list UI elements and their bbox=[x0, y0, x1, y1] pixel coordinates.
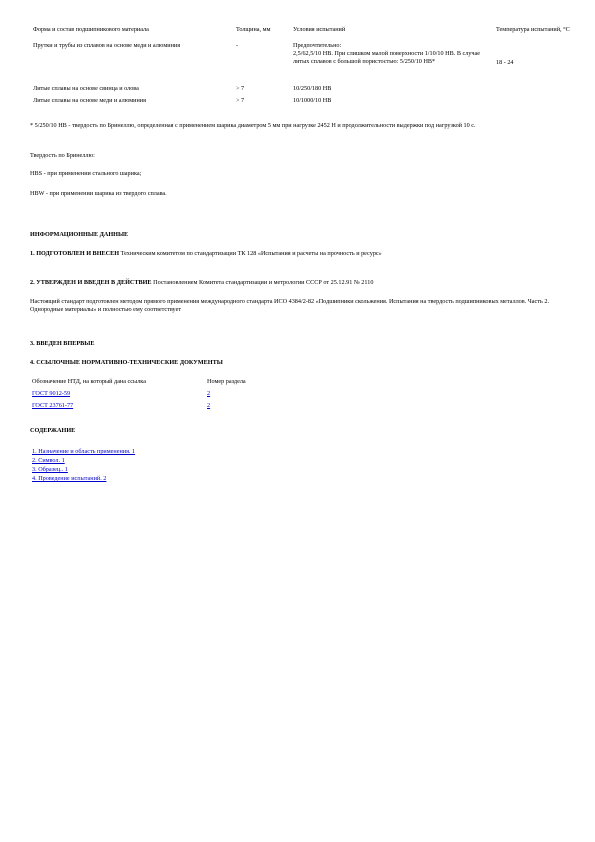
cell-form: Литые сплавы на основе свинца и олова bbox=[31, 85, 234, 97]
cell-form: Литые сплавы на основе меди и алюминия bbox=[31, 97, 234, 109]
table-row bbox=[31, 85, 575, 97]
cell-thickness: - bbox=[234, 42, 291, 85]
cell-temperature: 18 - 24 bbox=[494, 42, 575, 85]
footnote: * 5/250/10 HB - твердость по Бринеллю, определенная с применением шарика диаметром 5 мм при нагрузке 2452 Н и продолжительности выдержки под нагрузкой 10 с. bbox=[30, 122, 476, 129]
ref-section-link[interactable]: 2 bbox=[207, 390, 211, 397]
hardness-test-table bbox=[30, 18, 575, 109]
toc-item-3[interactable]: 3. Образец.. 1 bbox=[32, 466, 68, 473]
standard-statement: Настоящий стандарт подготовлен методом прямого применения международного стандарта ИСО 4384/2-82 «Подшипники скольжения. Испытания на твердость подшипниковых металлов. Часть 2. Однородные материалы» и полностью ему соответствует bbox=[30, 298, 549, 313]
cell-conditions: 10/1000/10 HB bbox=[291, 97, 494, 109]
cell-temperature bbox=[494, 97, 575, 109]
cell-conditions: 10/250/180 HB bbox=[291, 85, 494, 97]
item1-text: Техническим комитетом по стандартизации ТК 128 «Испытания и расчеты на прочность и ресурс» bbox=[120, 250, 382, 257]
info-item-1 bbox=[30, 250, 566, 258]
item1-label: 1. ПОДГОТОВЛЕН И ВНЕСЕН bbox=[30, 250, 120, 257]
hbs-definition: HBS - при применении стального шарика; bbox=[30, 170, 142, 177]
cell-temperature bbox=[494, 85, 575, 97]
cell-conditions: Предпочтительно: 2,5/62,5/10 HB. При слишком малой поверхности 1/10/10 HB. В случае литых сплавов с большой пористостью: 5/250/10 HB* bbox=[291, 42, 494, 85]
ref-link-gost-23761[interactable]: ГОСТ 23761-77 bbox=[32, 402, 74, 409]
table-header-row bbox=[31, 19, 575, 42]
brinell-title: Твердость по Бринеллю: bbox=[30, 152, 95, 159]
ref-header-section: Номер раздела bbox=[207, 378, 246, 385]
contents-heading: СОДЕРЖАНИЕ bbox=[30, 427, 76, 434]
table-row bbox=[30, 390, 289, 402]
reference-table bbox=[30, 378, 289, 414]
toc-item-4[interactable]: 4. Проведение испытаний. 2 bbox=[32, 475, 107, 482]
ref-section-link[interactable]: 2 bbox=[207, 402, 211, 409]
table-row bbox=[30, 402, 289, 414]
cell-thickness: > 7 bbox=[234, 85, 291, 97]
reference-table-header bbox=[30, 378, 289, 390]
info-item-2 bbox=[30, 279, 566, 287]
toc-item-1[interactable]: 1. Назначение и область применения. 1 bbox=[32, 448, 136, 455]
header-temperature: Температура испытаний, °С bbox=[494, 19, 575, 42]
ref-header-doc: Обозначение НТД, на который дана ссылка bbox=[32, 378, 146, 385]
hbw-definition: HBW - при применении шарика из твердого сплава. bbox=[30, 190, 167, 197]
item2-text: Постановлением Комитета стандартизации и метрологии СССР от 25.12.91 № 2110 bbox=[153, 279, 374, 286]
item2-label: 2. УТВЕРЖДЕН И ВВЕДЕН В ДЕЙСТВИЕ bbox=[30, 279, 152, 286]
header-conditions: Условия испытаний bbox=[291, 19, 494, 42]
table-of-contents bbox=[32, 448, 568, 484]
ref-link-gost-9012[interactable]: ГОСТ 9012-59 bbox=[32, 390, 71, 397]
info-heading: ИНФОРМАЦИОННЫЕ ДАННЫЕ bbox=[30, 231, 129, 238]
header-thickness: Толщина, мм bbox=[234, 19, 291, 42]
info-item-3: 3. ВВЕДЕН ВПЕРВЫЕ bbox=[30, 340, 95, 347]
table-row bbox=[31, 42, 575, 85]
info-item-4: 4. ССЫЛОЧНЫЕ НОРМАТИВНО-ТЕХНИЧЕСКИЕ ДОКУМЕНТЫ bbox=[30, 359, 223, 366]
toc-item-2[interactable]: 2. Символ. 1 bbox=[32, 457, 65, 464]
cell-thickness: > 7 bbox=[234, 97, 291, 109]
cell-form: Прутки и трубы из сплавов на основе меди и алюминия bbox=[31, 42, 234, 85]
table-row bbox=[31, 97, 575, 109]
header-form: Форма и состав подшипникового материала bbox=[31, 19, 234, 42]
